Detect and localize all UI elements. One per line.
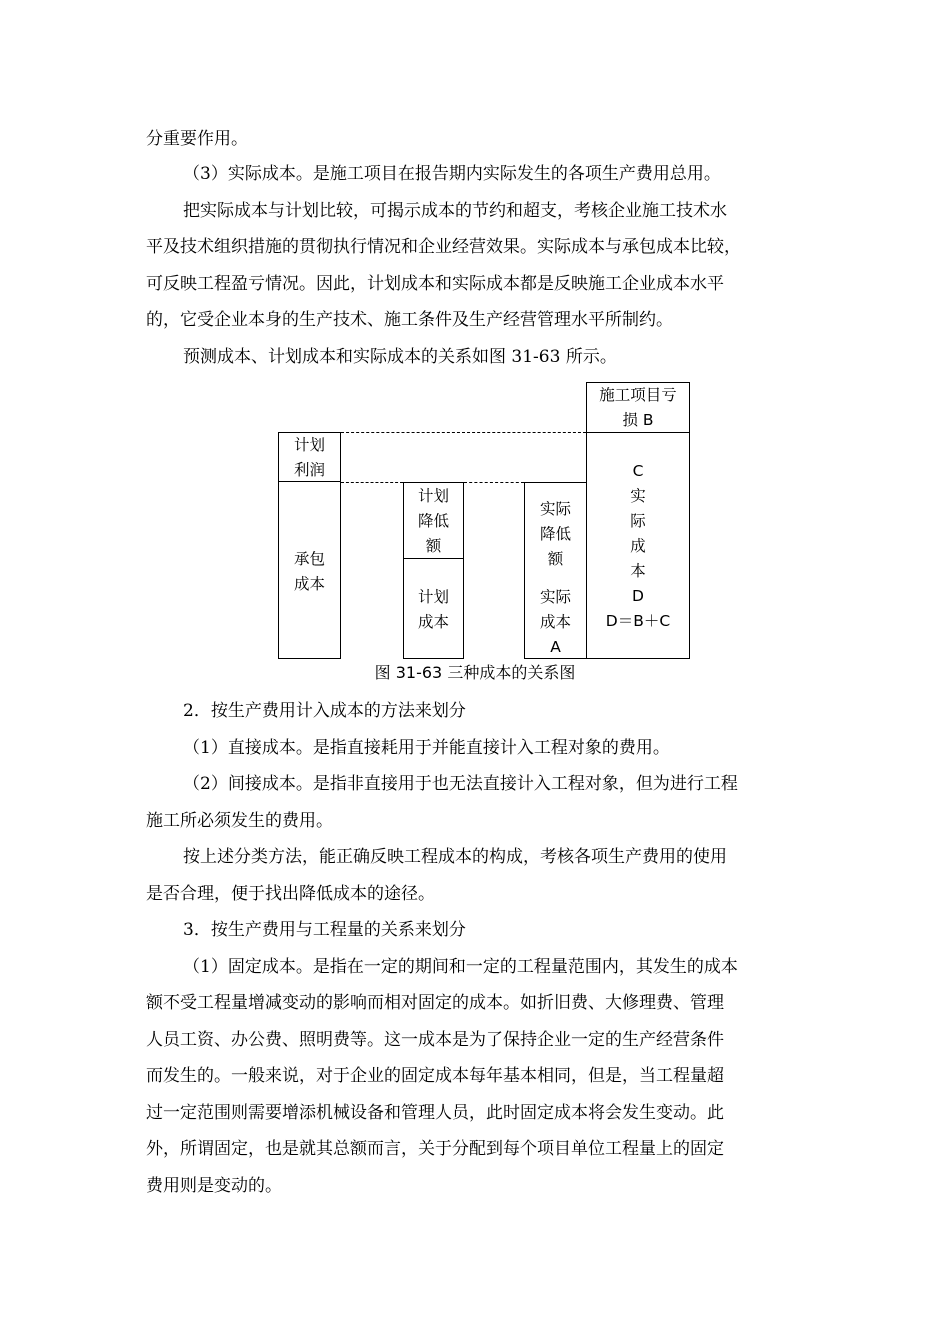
actual-cost-a-label: 实际 成本 A — [539, 588, 571, 656]
paragraph-line: （1）固定成本。是指在一定的期间和一定的工程量范围内，其发生的成本 — [183, 957, 738, 977]
paragraph-line: 而发生的。一般来说，对于企业的固定成本每年基本相同，但是，当工程量超 — [146, 1066, 724, 1086]
section-heading: 3．按生产费用与工程量的关系来划分 — [183, 920, 466, 940]
paragraph-line: 额不受工程量增减变动的影响而相对固定的成本。如折旧费、大修理费、管理 — [146, 993, 724, 1013]
actual-cost-d-label: C 实 际 成 本 D D＝B＋C — [605, 462, 671, 630]
paragraph-line: 预测成本、计划成本和实际成本的关系如图 31-63 所示。 — [183, 347, 617, 367]
paragraph-line: 分重要作用。 — [146, 129, 248, 149]
paragraph-line: 可反映工程盈亏情况。因此，计划成本和实际成本都是反映施工企业成本水平 — [146, 274, 724, 294]
figure-caption: 图 31-63 三种成本的关系图 — [374, 663, 576, 682]
paragraph-line: 人员工资、办公费、照明费等。这一成本是为了保持企业一定的生产经营条件 — [146, 1030, 724, 1050]
paragraph-line: 外，所谓固定，也是就其总额而言，关于分配到每个项目单位工程量上的固定 — [146, 1139, 724, 1159]
contract-cost-label: 承包 成本 — [293, 550, 325, 593]
paragraph-line: （2）间接成本。是指非直接用于也无法直接计入工程对象，但为进行工程 — [183, 774, 738, 794]
paragraph-line: 的，它受企业本身的生产技术、施工条件及生产经营管理水平所制约。 — [146, 310, 673, 330]
paragraph-line: 施工所必须发生的费用。 — [146, 811, 333, 831]
dashed-line-lower-left — [341, 482, 403, 483]
section-heading: 2．按生产费用计入成本的方法来划分 — [183, 701, 466, 721]
project-loss-label: 施工项目亏 损 B — [599, 386, 677, 429]
dashed-line-upper — [341, 432, 586, 433]
paragraph-line: 把实际成本与计划比较，可揭示成本的节约和超支，考核企业施工技术水 — [183, 201, 727, 221]
paragraph-line: 按上述分类方法，能正确反映工程成本的构成，考核各项生产费用的使用 — [183, 847, 727, 867]
actual-reduction-label: 实际 降低 额 — [539, 500, 571, 568]
plan-profit-label: 计划 利润 — [293, 436, 325, 479]
paragraph-line: 平及技术组织措施的贯彻执行情况和企业经营效果。实际成本与承包成本比较， — [146, 237, 741, 257]
plan-cost-label: 计划 成本 — [417, 588, 449, 631]
plan-reduction-label: 计划 降低 额 — [417, 487, 449, 555]
dashed-line-lower-right — [464, 482, 524, 483]
paragraph-line: 过一定范围则需要增添机械设备和管理人员，此时固定成本将会发生变动。此 — [146, 1103, 724, 1123]
paragraph-line: （1）直接成本。是指直接耗用于并能直接计入工程对象的费用。 — [183, 738, 670, 758]
paragraph-line: 是否合理，便于找出降低成本的途径。 — [146, 884, 435, 904]
paragraph-line: 费用则是变动的。 — [146, 1176, 282, 1196]
paragraph-line: （3）实际成本。是施工项目在报告期内实际发生的各项生产费用总用。 — [183, 164, 721, 184]
